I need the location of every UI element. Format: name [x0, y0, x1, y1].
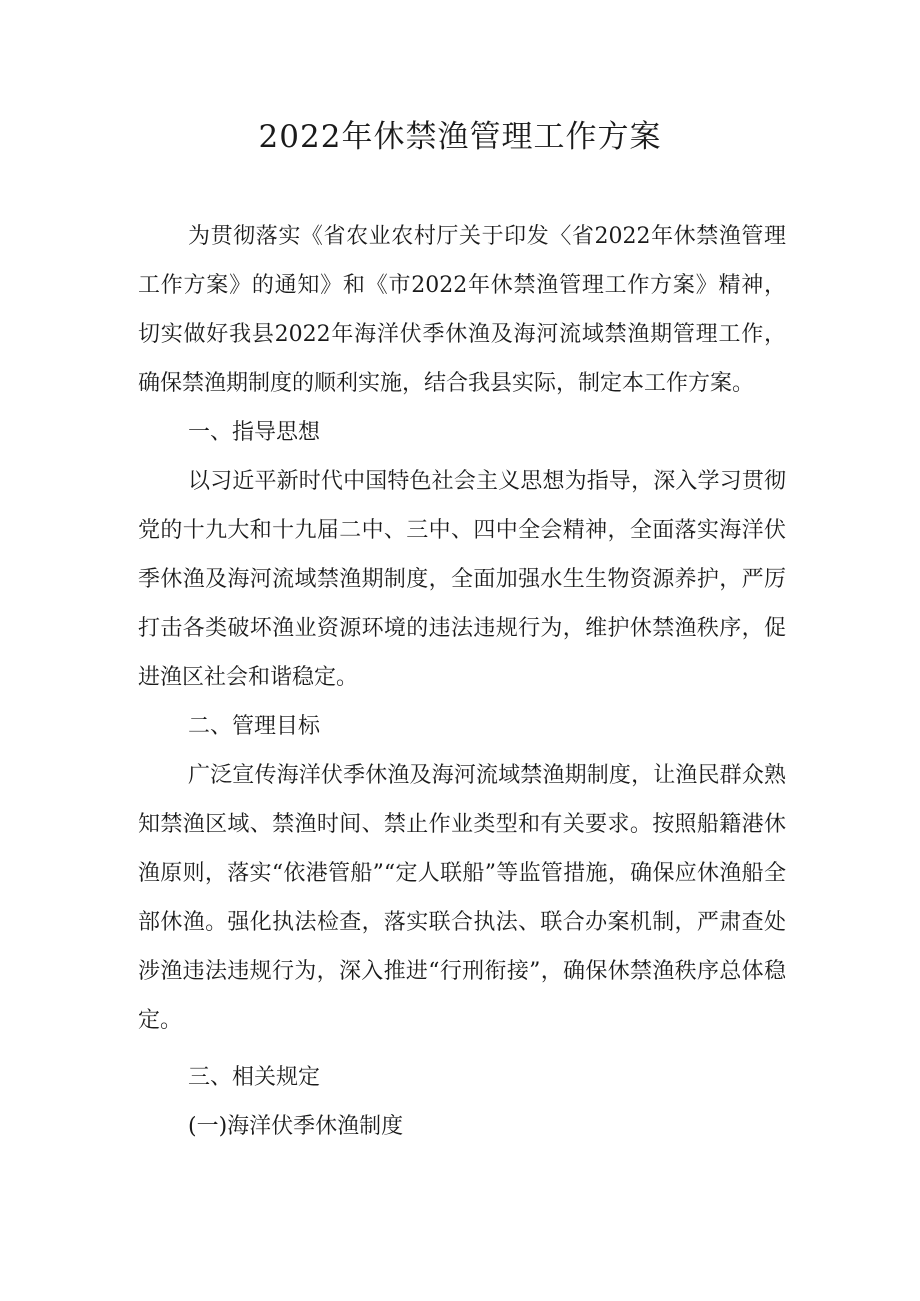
- section-2-heading: 二、管理目标: [188, 714, 321, 739]
- intro-paragraph: 为贯彻落实《省农业农村厅关于印发〈省2022年休禁渔管理工作方案》的通知》和《市2022年休禁渔管理工作方案》精神，切实做好我县2022年海洋伏季休渔及海河流域禁渔期管理工作，确保禁渔期制度的顺利实施，结合我县实际，制定本工作方案。: [138, 224, 786, 396]
- section-3-subheading-1: (一)海洋伏季休渔制度: [188, 1114, 404, 1139]
- section-2-paragraph: 广泛宣传海洋伏季休渔及海河流域禁渔期制度，让渔民群众熟知禁渔区域、禁渔时间、禁止作业类型和有关要求。按照船籍港休渔原则，落实“依港管船”“定人联船”等监管措施，确保应休渔船全部休渔。强化执法检查，落实联合执法、联合办案机制，严肃查处涉渔违法违规行为，深入推进“行刑衔接”，确保休禁渔秩序总体稳定。: [138, 763, 786, 1033]
- section-1-paragraph: 以习近平新时代中国特色社会主义思想为指导，深入学习贯彻党的十九大和十九届二中、三中、四中全会精神，全面落实海洋伏季休渔及海河流域禁渔期制度，全面加强水生生物资源养护，严厉打击各类破坏渔业资源环境的违法违规行为，维护休禁渔秩序，促进渔区社会和谐稳定。: [138, 469, 786, 690]
- section-1-heading: 一、指导思想: [188, 420, 321, 445]
- document-title: 2022年休禁渔管理工作方案: [258, 119, 662, 155]
- section-3-heading: 三、相关规定: [188, 1065, 321, 1090]
- document-body: [138, 212, 786, 1151]
